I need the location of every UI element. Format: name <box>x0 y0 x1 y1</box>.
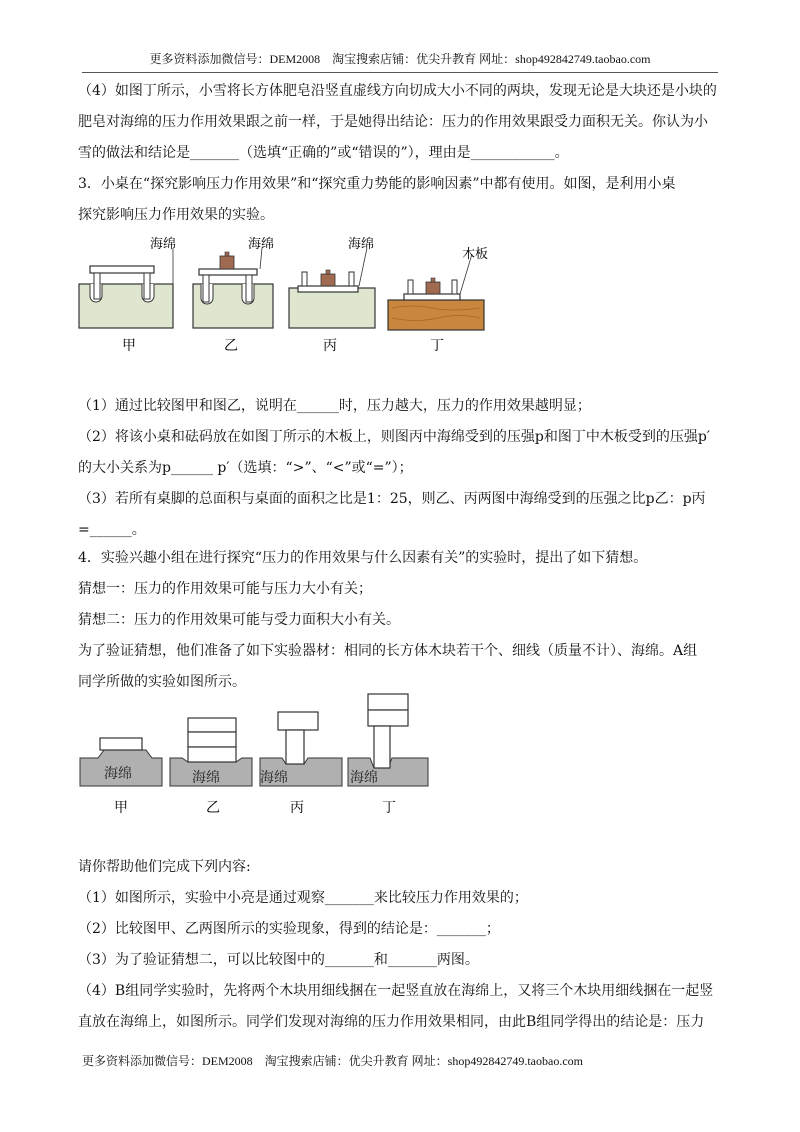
label-sponge: 海绵 <box>260 770 288 786</box>
page-footer: 更多资料添加微信号：DEM2008 淘宝搜索店铺：优尖升教育 网址：shop492842749.taobao.com <box>82 1054 583 1068</box>
caption-ding: 丁 <box>382 800 396 816</box>
label-sponge: 海绵 <box>248 237 275 252</box>
text-line: 为了验证猜想，他们准备了如下实验器材：相同的长方体木块若干个、细线（质量不计）、海绵。A组 <box>78 643 698 659</box>
text-line: （3）为了验证猜想二，可以比较图中的_______和_______两图。 <box>78 952 479 968</box>
figure2-panel-jia <box>80 738 162 786</box>
caption-yi: 乙 <box>224 338 238 354</box>
caption-jia: 甲 <box>122 338 136 354</box>
text-line: 4．实验兴趣小组在进行探究“压力的作用效果与什么因素有关”的实验时，提出了如下猜想。 <box>78 550 648 566</box>
label-sponge: 海绵 <box>150 237 177 252</box>
figure1-panel-bing <box>289 237 375 328</box>
header-divider <box>82 72 718 73</box>
figure-small-table <box>70 236 500 356</box>
block-question-4 <box>78 543 720 698</box>
figure2-panel-bing <box>260 712 342 786</box>
text-line: 探究影响压力作用效果的实验。 <box>78 207 274 223</box>
text-line: 请你帮助他们完成下列内容: <box>78 859 251 875</box>
text-line: 肥皂对海绵的压力作用效果跟之前一样，于是她得出结论：压力的作用效果跟受力面积无关。你认为小 <box>78 114 708 130</box>
caption-yi: 乙 <box>206 800 220 816</box>
figure-wood-blocks <box>70 690 440 820</box>
page-header: 更多资料添加微信号：DEM2008 淘宝搜索店铺：优尖升教育 网址：shop492842749.taobao.com <box>149 52 651 66</box>
label-sponge: 海绵 <box>350 770 378 786</box>
text-line: 同学所做的实验如图所示。 <box>78 674 246 690</box>
caption-bing: 丙 <box>323 338 337 354</box>
text-line: （4）B组同学实验时，先将两个木块用细线捆在一起竖直放在海绵上，又将三个木块用细线捆在一起竖 <box>78 983 714 999</box>
figure1-panel-jia <box>79 237 176 328</box>
block-table-questions <box>78 391 720 546</box>
caption-bing: 丙 <box>290 800 304 816</box>
text-line: （1）通过比较图甲和图乙，说明在______时，压力越大，压力的作用效果越明显； <box>78 398 591 414</box>
label-sponge: 海绵 <box>192 770 220 786</box>
text-line: （4）如图丁所示，小雪将长方体肥皂沿竖直虚线方向切成大小不同的两块，发现无论是大块还是小块的 <box>78 83 717 99</box>
text-line: 直放在海绵上，如图所示。同学们发现对海绵的压力作用效果相同，由此B组同学得出的结论是：压力 <box>78 1014 705 1030</box>
figure2-panel-ding <box>348 694 428 786</box>
text-line: 猜想一：压力的作用效果可能与压力大小有关； <box>78 581 372 597</box>
text-line: =______。 <box>78 522 146 538</box>
caption-jia: 甲 <box>114 800 128 816</box>
label-board: 木板 <box>462 247 489 262</box>
text-line: （3）若所有桌脚的总面积与桌面的面积之比是1：25，则乙、丙两图中海绵受到的压强之比p乙：p丙 <box>78 491 706 507</box>
figure2-panel-yi <box>170 718 252 786</box>
label-sponge: 海绵 <box>348 237 375 252</box>
text-line: 猜想二：压力的作用效果可能与受力面积大小有关。 <box>78 612 400 628</box>
label-sponge: 海绵 <box>104 766 132 782</box>
block-intro <box>78 76 720 231</box>
block-question-4-parts <box>78 852 720 1038</box>
text-line: （1）如图所示，实验中小亮是通过观察_______来比较压力作用效果的； <box>78 890 528 906</box>
text-line: 的大小关系为p______ p′（选填：“>”、“<”或“=”）； <box>78 460 413 476</box>
text-line: 雪的做法和结论是_______（选填“正确的”或“错误的”），理由是____________。 <box>78 145 569 161</box>
caption-ding: 丁 <box>430 338 444 354</box>
text-line: 3．小桌在“探究影响压力作用效果”和“探究重力势能的影响因素”中都有使用。如图，是利用小桌 <box>78 176 676 192</box>
figure1-panel-ding <box>388 246 488 330</box>
text-line: （2）比较图甲、乙两图所示的实验现象，得到的结论是：_______； <box>78 921 500 937</box>
figure1-panel-yi <box>193 237 274 328</box>
text-line: （2）将该小桌和砝码放在如图丁所示的木板上，则图丙中海绵受到的压强p和图丁中木板受到的压强p′ <box>78 429 711 445</box>
